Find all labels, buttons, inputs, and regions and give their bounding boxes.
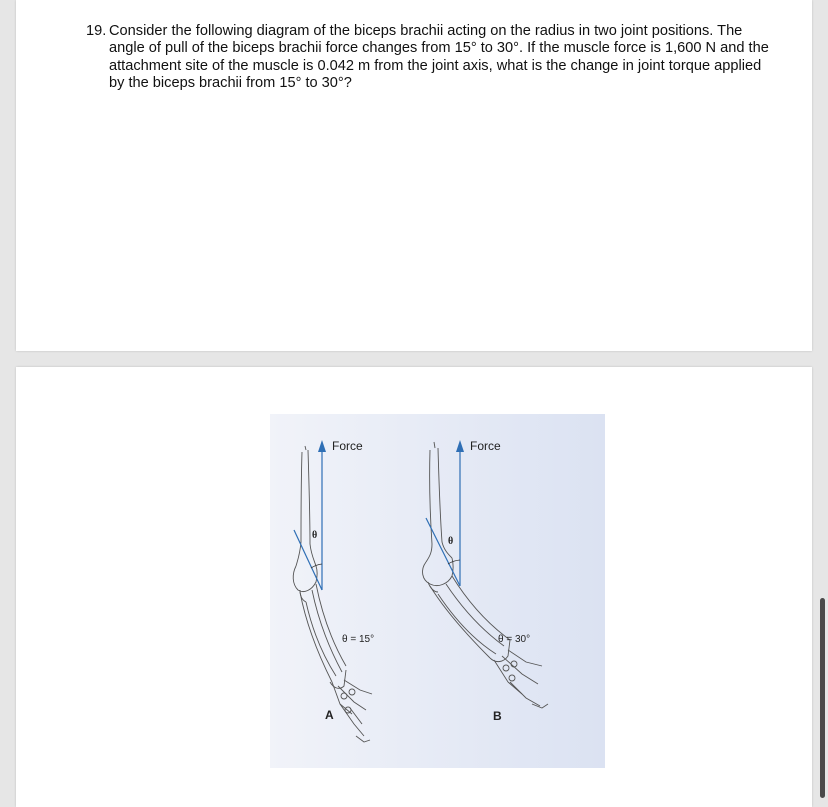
panel-a-label: A — [325, 708, 334, 722]
question-text: Consider the following diagram of the biceps brachii acting on the radius in two joint positions. The angle of pull of the biceps brachii force changes from 15° to 30°. If the muscle force is 1,600 N and the attachment site of the muscle is 0.042 m from the joint axis, what is the change in joint torque applied by the biceps brachii from 15° to 30°? — [109, 23, 769, 92]
question-page — [16, 0, 812, 351]
panel-a-theta: θ — [312, 530, 318, 541]
panel-a-angle-label: θ = 15° — [342, 634, 375, 645]
figure-page — [16, 367, 812, 807]
panel-b-theta: θ — [448, 536, 454, 547]
question-number: 19. — [86, 23, 107, 39]
question-block — [86, 23, 776, 93]
panel-a-force-label: Force — [332, 439, 363, 453]
panel-b-force-label: Force — [470, 439, 501, 453]
vertical-scrollbar[interactable] — [820, 598, 825, 798]
panel-b-angle-label: θ = 30° — [498, 634, 531, 645]
diagram-background — [270, 414, 605, 768]
biceps-diagram — [270, 414, 605, 768]
panel-b-label: B — [493, 709, 502, 723]
